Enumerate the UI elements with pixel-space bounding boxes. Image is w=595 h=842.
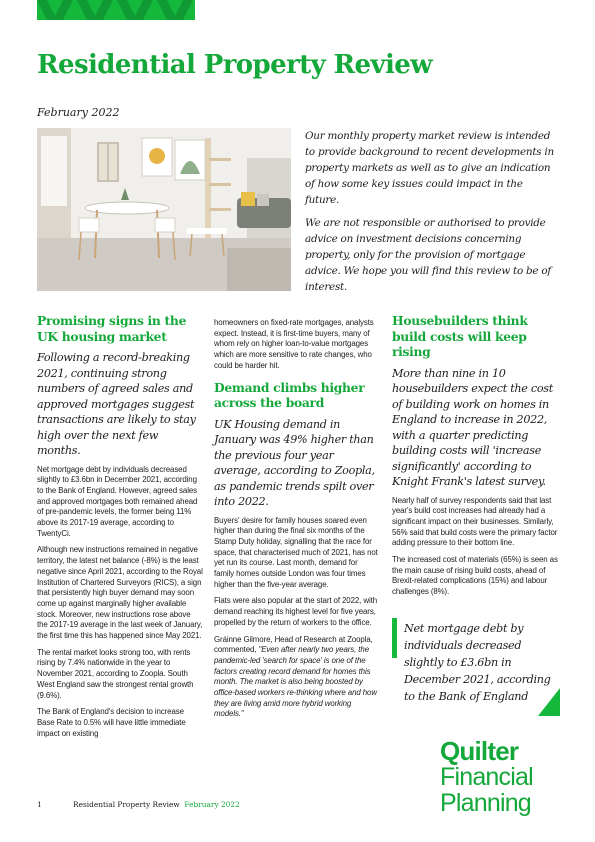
logo-line: Quilter [440, 736, 519, 766]
footer-date: February 2022 [184, 800, 240, 809]
body-paragraph: Buyers' desire for family houses soared even higher than during the final six months of the Stamp Duty holiday, signalling that the race for space, that characterised much of 2021, has not yet run its course. Last month, demand for family homes outside London was four times higher than the five-year average. [214, 515, 378, 589]
logo-line: Financial [440, 763, 533, 791]
column-2 [214, 318, 378, 720]
section-body [214, 318, 378, 372]
section-lead: UK Housing demand in January was 49% higher than the previous four year average, according to Zoopla, as pandemic trends spilt over into 2022. [214, 417, 375, 509]
body-paragraph: Although new instructions remained in negative territory, the latest net balance (-8%) is the least negative since April 2021, according to the Royal Institution of Chartered Surveyors (RICS), a sign that persistently high buyer demand may soon come up against marginally higher available stock. Moreover, new instructions rose above the 2017-19 average in the last week of January, the first time this has happened since May 2021. [37, 545, 203, 641]
footer-title: Residential Property Review [73, 800, 180, 809]
top-banner [37, 0, 195, 20]
pull-quote [392, 618, 558, 728]
body-paragraph [214, 635, 378, 721]
body-paragraph: The increased cost of materials (65%) is seen as the main cause of rising build costs, ahead of Brexit-related complications (15%) and labour challenges (8%). [392, 555, 558, 597]
section-lead: Following a record-breaking 2021, continuing strong numbers of agreed sales and approved mortgages suggest transactions are likely to stay high over the next few months. [37, 351, 196, 457]
page-footer [37, 800, 240, 809]
intro-paragraph: We are not responsible or authorised to provide advice on investment decisions concerning property, only for the provision of mortgage advice. We hope you will find this review to be of interest. [305, 217, 551, 293]
section-body [214, 516, 378, 721]
body-paragraph: The rental market looks strong too, with rents rising by 7.4% nationwide in the year to November 2021, according to Zoopla. South West England saw the strongest rental growth (9.6%). [37, 647, 194, 700]
logo-line: Planning [440, 789, 531, 817]
intro-text [305, 128, 555, 295]
body-paragraph: Net mortgage debt by individuals decreased slightly to £3.6bn in December 2021, according to the Bank of England. However, agreed sales and approved mortgages both remained ahead of pre-pandemic levels, the former being 11% above its 2017-19 average, according to TwentyCi. [37, 464, 198, 538]
section-heading: Demand climbs higher across the board [214, 379, 365, 411]
page-number: 1 [37, 800, 42, 809]
section-body [392, 496, 558, 598]
chevron-pattern-icon [37, 0, 195, 20]
issue-date: February 2022 [37, 106, 120, 119]
quote-attribution: Gráinne Gilmore, Head of Research at Zoopla, commented, [214, 634, 373, 655]
corner-accent-icon [538, 688, 560, 716]
section-body [37, 465, 203, 740]
body-paragraph: homeowners on fixed-rate mortgages, analysts expect. Instead, it is first-time buyers, many of whom rely on higher loan-to-value mortgages which are more sensitive to rate changes, who could be harder hit. [214, 318, 374, 370]
body-paragraph: Nearly half of survey respondents said that last year's build cost increases had already had a significant impact on their businesses. Similarly, 56% said that build costs were the primary factor adding pressure to their bottom line. [392, 495, 558, 548]
page-title: Residential Property Review [37, 50, 432, 80]
pull-quote-text: Net mortgage debt by individuals decreased slightly to £3.6bn in December 2021, according to the Bank of England [404, 622, 551, 703]
quilter-logo [440, 738, 533, 816]
column-3 [392, 313, 558, 598]
body-paragraph: The Bank of England's decision to increase Base Rate to 0.5% will have little immediate impact on existing [37, 707, 186, 738]
pull-quote-bar [392, 618, 397, 658]
section-lead: More than nine in 10 housebuilders expect the cost of building work on homes in England to increase in 2022, with a quarter predicting building costs will 'increase significantly' according to Knight Frank's latest survey. [392, 366, 553, 488]
body-paragraph: Flats were also popular at the start of 2022, with demand reaching its highest level for five years, propelled by the return of workers to the office. [214, 596, 377, 627]
quote-text: "Even after nearly two years, the pandemic-led 'search for space' is one of the factors creating record demand for homes this month. The market is also being boosted by office-based workers re-thinking where and how they are living amid more hybrid working models." [214, 645, 377, 719]
section-heading: Housebuilders think build costs will keep rising [392, 313, 528, 359]
column-1 [37, 313, 203, 739]
interior-photo [37, 128, 291, 291]
section-heading: Promising signs in the UK housing market [37, 313, 187, 344]
intro-paragraph: Our monthly property market review is intended to provide background to recent developments in property markets as well as to give an indication of how some key issues could impact in the future. [305, 130, 554, 206]
